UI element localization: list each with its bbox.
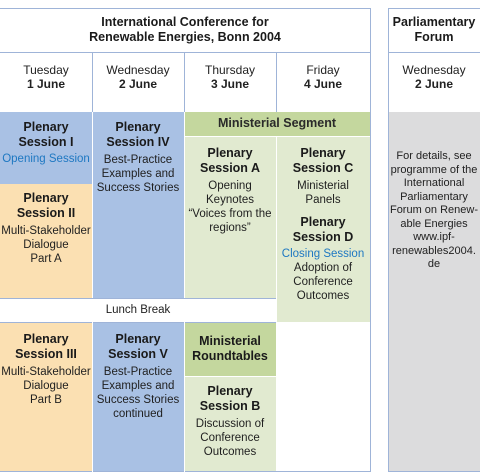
day-label: Friday — [306, 63, 340, 77]
session-description: Best-Practice Examples and Success Stories — [96, 154, 180, 194]
session-description: Multi-Stakeholder Dialogue Part A — [1, 225, 91, 265]
date-label: 2 June — [118, 77, 157, 91]
ministerial-segment-label: Ministerial Segment — [217, 116, 337, 130]
forum-title: Parliamentary Forum — [392, 15, 476, 44]
session-title: Plenary Session C — [292, 146, 354, 175]
day-column-tuesday — [0, 63, 92, 91]
bottom-border-left — [0, 471, 370, 472]
session-title: Plenary Session III — [15, 332, 77, 361]
day-column-wednesday — [92, 63, 184, 91]
plenary-session-2 — [0, 191, 92, 266]
session-title: Plenary Session A — [200, 146, 260, 175]
session-description: Ministerial Panels — [297, 180, 349, 206]
session-note: Opening Session — [2, 153, 90, 165]
top-border-left — [0, 8, 370, 9]
plenary-session-c — [276, 146, 370, 207]
lunch-bottom — [0, 322, 276, 323]
right-border-left-table — [370, 8, 371, 472]
forum-details-text: For details, see programme of the International Parliamentary Forum on Renew- able Energies www.ipf- renewables2004. de — [389, 150, 479, 270]
day-label: Tuesday — [23, 63, 69, 77]
plenary-session-1 — [0, 120, 92, 166]
day-label: Thursday — [204, 63, 256, 77]
session-description: Multi-Stakeholder Dialogue Part B — [1, 366, 91, 406]
day-label: Wednesday — [402, 63, 466, 77]
plenary-session-d — [276, 215, 370, 303]
ministerial-roundtables-label: Ministerial Roundtables — [192, 334, 268, 363]
day-column-friday — [276, 63, 370, 91]
day-label: Wednesday — [106, 63, 170, 77]
conference-title: International Conference for Renewable Energies, Bonn 2004 — [89, 15, 281, 44]
plenary-session-3 — [0, 332, 92, 407]
session-description: Best-Practice Examples and Success Stories continued — [96, 366, 180, 420]
session-title: Plenary Session V — [108, 332, 168, 361]
plenary-session-a — [184, 146, 276, 235]
session-description: Adoption of Conference Outcomes — [293, 262, 353, 302]
plenary-session-4 — [92, 120, 184, 195]
session-title: Plenary Session IV — [106, 120, 170, 149]
date-label: 2 June — [414, 77, 453, 91]
header-divider-left — [0, 52, 370, 53]
day-column-thursday — [184, 63, 276, 91]
top-border-right — [388, 8, 480, 9]
session-note: Closing Session — [281, 248, 365, 260]
session-title: Plenary Session II — [16, 191, 76, 220]
day-column-forum-wednesday — [388, 63, 480, 91]
date-label: 4 June — [303, 77, 342, 91]
segment-divider — [184, 136, 370, 137]
session-description: Discussion of Conference Outcomes — [195, 418, 265, 458]
plenary-session-5 — [92, 332, 184, 421]
lunch-break-label: Lunch Break — [105, 304, 171, 316]
session-title: Plenary Session I — [18, 120, 74, 149]
lunch-top — [0, 298, 276, 299]
roundtables-divider — [184, 376, 276, 377]
date-label: 3 June — [210, 77, 249, 91]
bottom-border-right — [388, 471, 480, 472]
header-divider-right — [388, 52, 480, 53]
session-title: Plenary Session B — [199, 384, 261, 413]
plenary-session-b — [184, 384, 276, 459]
session-title: Plenary Session D — [292, 215, 354, 244]
session-description: Opening Keynotes “Voices from the regions” — [188, 180, 272, 234]
date-label: 1 June — [26, 77, 65, 91]
